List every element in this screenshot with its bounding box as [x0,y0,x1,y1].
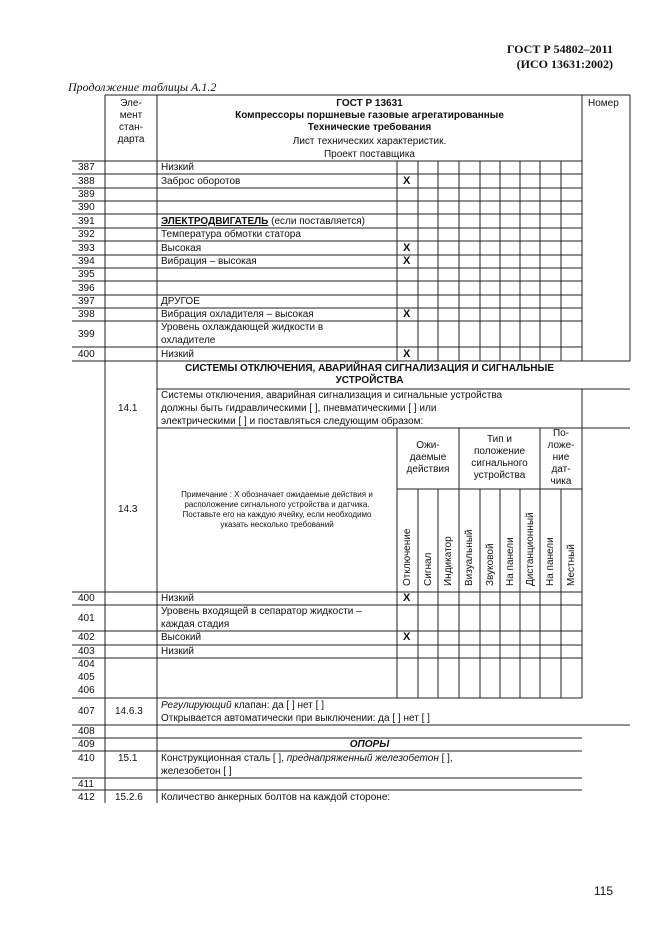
col-element-l3: стан- [119,122,143,133]
group-line: Тип и [486,434,513,445]
group-line: действия [406,464,450,475]
note-line: расположение сигнального устройства и датчика. [184,500,370,509]
standard-code-iso: (ИСО 13631:2002) [516,57,613,71]
row-number: 398 [78,309,95,320]
row-text: Вибрация охладителя – высокая [161,309,314,320]
row-text: Низкий [161,162,194,173]
row-text: Низкий [161,349,194,360]
group-line: даемые [409,452,447,463]
valve-options: клапан: да [ ] нет [ ] [231,700,324,711]
x-mark: X [403,308,411,320]
item-ref: 14.6.3 [115,706,143,717]
group-line: устройства [473,470,526,481]
row-number: 396 [78,283,95,294]
vcol-visual: Визуальный [464,529,475,586]
section-label-suffix: (если поставляется) [268,216,365,227]
vcol-indicator: Индикатор [443,536,454,586]
row-number: 394 [78,256,95,267]
group-line: положение [473,446,526,457]
item-text: электрическими [ ] и поставляться следующим образом: [161,416,424,427]
row-number: 402 [78,632,95,643]
x-mark: X [403,592,411,604]
row-number: 387 [78,162,95,173]
row-number: 390 [78,202,95,213]
row-number: 400 [78,593,95,604]
col-element-l4: дарта [117,134,145,145]
group-line: Ожи- [416,440,440,451]
row-text [161,753,453,765]
item-ref: 14.1 [118,403,138,414]
row-number: 391 [78,216,95,227]
note-line: указать несколько требований [220,520,334,529]
row-number: 410 [78,753,95,764]
valve-label: Регулирующий [161,700,232,711]
row-text: охладителе [161,335,216,346]
note-line: Поставьте его на каждую ячейку, если необходимо [182,510,372,519]
section-title-l2: УСТРОЙСТВА [335,375,404,386]
row-text: Уровень охлаждающей жидкости в [161,322,324,333]
page-number: 115 [593,884,613,898]
note-line: Примечание : X обозначает ожидаемые действия и [181,490,373,499]
item-ref: 15.1 [118,753,138,764]
row-text: железобетон [ ] [161,766,232,777]
row-number: 399 [78,329,95,340]
row-number: 412 [78,792,95,803]
row-number: 403 [78,646,95,657]
section-supports: ОПОРЫ [349,739,390,750]
row-number: 389 [78,189,95,200]
group-line: По- [552,428,570,439]
x-mark: X [403,348,411,360]
row-number: 406 [78,685,95,696]
row-number: 401 [78,613,95,624]
col-element-l2: мент [119,110,143,121]
table-title-l1: ГОСТ Р 13631 [336,98,403,109]
continuation-caption: Продолжение таблицы А.1.2 [68,80,217,94]
row-text: Низкий [161,646,194,657]
group-line: сигнального [471,458,528,469]
section-title-l1: СИСТЕМЫ ОТКЛЮЧЕНИЯ, АВАРИЙНАЯ СИГНАЛИЗАЦИЯ И СИГНАЛЬНЫЕ [184,363,554,374]
standard-code: ГОСТ Р 54802–2011 [506,42,613,56]
item-text: должны быть гидравлическими [ ], пневматическими [ ] или [161,403,437,414]
item-text: Системы отключения, аварийная сигнализация и сигнальные устройства [161,390,503,401]
vcol-signal: Сигнал [423,552,434,586]
vcol-remote: Дистанционный [525,512,536,586]
row-number: 409 [78,739,95,750]
group-line: дат- [551,464,571,475]
row-text: Количество анкерных болтов на каждой стороне: [161,792,391,803]
row-number: 408 [78,726,95,737]
row-text: каждая стадия [161,619,230,630]
row-number: 388 [78,176,95,187]
group-line: чика [550,476,572,487]
steel-option: Конструкционная сталь [ ], [161,753,287,764]
row-text: Открывается автоматически при выключении: да [ ] нет [ ] [161,713,430,724]
item-ref: 15.2.6 [115,792,143,803]
row-text: Температура обмотки статора [161,229,301,240]
row-number: 392 [78,229,95,240]
row-text: Высокая [161,243,202,254]
row-text: Высокий [161,632,202,643]
table-title-l2: Компрессоры поршневые газовые агрегатированные [235,110,504,121]
row-text: ДРУГОЕ [161,296,200,307]
row-number: 393 [78,243,95,254]
group-line: ложе- [547,440,575,451]
row-number: 404 [78,659,95,670]
col-element-l1: Эле- [120,98,142,109]
row-number: 395 [78,269,95,280]
row-number: 411 [78,779,94,790]
row-text: Низкий [161,593,194,604]
row-number: 405 [78,672,95,683]
table-title-l4: Лист технических характеристик. [292,136,447,147]
vcol-on-panel-2: На панели [545,537,556,586]
row-number: 397 [78,296,95,307]
row-number: 400 [78,349,95,360]
table-title-l5: Проект поставщика [323,149,415,160]
table-title-l3: Технические требования [307,122,432,133]
row-text [161,216,365,228]
row-number: 407 [78,706,95,717]
prestressed-box: [ ], [438,753,453,764]
row-text [161,700,324,712]
x-mark: X [403,175,411,187]
vcol-on-panel: На панели [505,537,516,586]
vcol-shutdown: Отключение [402,528,413,586]
row-text: Уровень входящей в сепаратор жидкости – [161,606,362,617]
x-mark: X [403,242,411,254]
x-mark: X [403,631,411,643]
vcol-local: Местный [566,544,577,586]
section-label-motor: ЭЛЕКТРОДВИГАТЕЛЬ [161,216,269,227]
row-text: Заброс оборотов [161,176,241,187]
column-header-number: Номер [588,98,619,109]
row-text: Вибрация – высокая [161,256,257,267]
x-mark: X [403,255,411,267]
vcol-audible: Звуковой [485,543,496,586]
item-ref: 14.3 [118,504,138,515]
prestressed-option: преднапряженный железобетон [286,753,439,764]
group-line: ние [552,452,570,463]
